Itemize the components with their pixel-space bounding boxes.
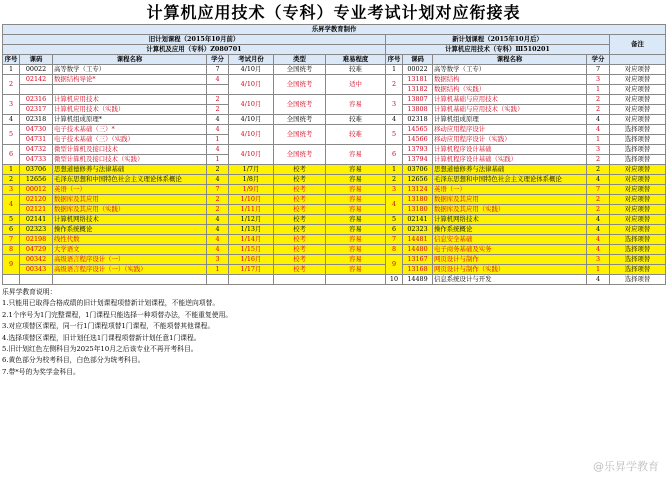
table-row (3, 95, 666, 105)
cell-name: 线性代数 (53, 235, 207, 245)
old-plan-subheader: 计算机及应用（专科）Z080701 (3, 45, 386, 55)
cell-month: 1/10月 (229, 195, 274, 205)
cell-new-credit: 3 (587, 255, 610, 265)
cell-remark: 选择项替 (610, 265, 666, 275)
note-item: 6.黄色部分为校考科目，白色部分为统考科目。 (2, 356, 145, 365)
cell-remark: 对应项替 (610, 185, 666, 195)
cell-credit: 4 (207, 225, 229, 235)
cell-name: 高级语言程序设计（一） (53, 255, 207, 265)
table-row (3, 145, 666, 155)
cell-seq: 6 (3, 225, 20, 235)
cell-type: 校考 (274, 175, 326, 185)
cell-code: 02120 (20, 195, 53, 205)
col-seq: 序号 (3, 55, 20, 65)
cell-credit: 1 (207, 155, 229, 165)
cell-new-credit: 3 (587, 145, 610, 155)
cell-new-seq: 3 (386, 185, 403, 195)
note-item: 4.选择项替区课程，旧计划任选1门课程项替新计划任意1门课程。 (2, 333, 201, 342)
cell-type (274, 275, 326, 285)
cell-month: 1/14月 (229, 235, 274, 245)
note-item: 2.1个序号为1门完整课程，1门课程只能选择一种项替办法，不能重复使用。 (2, 310, 233, 319)
cell-remark: 对应项替 (610, 165, 666, 175)
note-item: 3.对应项替区课程，同一行1门课程项替1门课程，不能项替其他课程。 (2, 322, 215, 331)
cell-code: 00343 (20, 265, 53, 275)
cell-month: 4/10月 (229, 95, 274, 115)
cell-type: 全国统考 (274, 115, 326, 125)
cell-type: 校考 (274, 235, 326, 245)
cell-new-code: 13808 (403, 105, 433, 115)
cell-name: 数据结构导论* (53, 75, 207, 85)
note-item: 7.带*号的为奖学金科目。 (2, 367, 80, 376)
cell-seq: 3 (3, 95, 20, 115)
cell-month: 1/9月 (229, 185, 274, 195)
table-row (3, 215, 666, 225)
note-item: 5.旧计划红色左侧科目为2025年10月之后该专业不再开考科目。 (2, 345, 198, 354)
cell-month: 1/17月 (229, 265, 274, 275)
cell-new-name: 电子商务基础及实务 (433, 245, 587, 255)
cell-name: 高级语言程序设计（一）（实践） (53, 265, 207, 275)
cell-new-seq: 10 (386, 275, 403, 285)
cell-new-name: 网页设计与制作 (433, 255, 587, 265)
cell-new-credit: 4 (587, 225, 610, 235)
cell-new-seq: 4 (386, 115, 403, 125)
cell-difficulty: 容易 (326, 265, 386, 275)
cell-month: 1/8月 (229, 175, 274, 185)
cell-code: 12656 (20, 175, 53, 185)
col-difficulty: 难易程度 (326, 55, 386, 65)
cell-code: 02198 (20, 235, 53, 245)
cell-new-code: 14489 (403, 275, 433, 285)
cell-new-code: 14480 (403, 245, 433, 255)
cell-new-seq: 5 (386, 215, 403, 225)
cell-credit: 4 (207, 175, 229, 185)
cell-month: 4/10月 (229, 125, 274, 145)
cell-new-credit: 2 (587, 155, 610, 165)
cell-credit: 4 (207, 235, 229, 245)
cell-code: 04733 (20, 155, 53, 165)
cell-difficulty: 较难 (326, 115, 386, 125)
cell-new-code: 14565 (403, 125, 433, 135)
cell-new-seq: 2 (386, 75, 403, 95)
cell-new-credit: 1 (587, 265, 610, 275)
cell-new-credit: 4 (587, 125, 610, 135)
cell-name: 英语（一） (53, 185, 207, 195)
cell-seq: 9 (3, 255, 20, 275)
cell-new-seq: 4 (386, 195, 403, 215)
cell-remark: 选择项替 (610, 135, 666, 145)
cell-type: 全国统考 (274, 95, 326, 115)
cell-remark: 对应项替 (610, 65, 666, 75)
cell-code: 03706 (20, 165, 53, 175)
cell-name: 思想道德修养与法律基础 (53, 165, 207, 175)
watermark: @乐昇学教育 (593, 460, 659, 473)
cell-remark: 对应项替 (610, 195, 666, 205)
cell-seq: 4 (3, 195, 20, 215)
cell-month: 1/12月 (229, 215, 274, 225)
cell-new-code: 13794 (403, 155, 433, 165)
cell-new-name: 计算机基础与应用技术（实践） (433, 105, 587, 115)
cell-name: 计算机网络技术 (53, 215, 207, 225)
table-row (3, 265, 666, 275)
cell-new-name: 移动应用程序设计 (433, 125, 587, 135)
cell-difficulty: 容易 (326, 235, 386, 245)
cell-new-seq: 9 (386, 255, 403, 275)
cell-code: 02317 (20, 105, 53, 115)
note-item: 1.只能用已取得合格成绩的旧计划课程项替新计划课程，不能逆向项替。 (2, 299, 220, 308)
cell-new-credit: 1 (587, 85, 610, 95)
cell-credit: 2 (207, 205, 229, 215)
cell-new-credit: 7 (587, 185, 610, 195)
cell-name: 数据库及其应用 (53, 195, 207, 205)
table-row (3, 65, 666, 75)
cell-new-name: 操作系统概论 (433, 225, 587, 235)
cell-code: 04732 (20, 145, 53, 155)
table-row (3, 165, 666, 175)
cell-new-seq: 3 (386, 95, 403, 115)
new-plan-subheader: 计算机应用技术（专科）Ⅲ510201 (386, 45, 610, 55)
cell-new-credit: 7 (587, 65, 610, 75)
cell-new-credit: 4 (587, 275, 610, 285)
page-title: 计算机应用技术（专科）专业考试计划对应衔接表 (146, 3, 521, 22)
cell-difficulty: 容易 (326, 145, 386, 165)
cell-remark: 对应项替 (610, 75, 666, 85)
cell-seq: 1 (3, 165, 20, 175)
cell-credit (207, 85, 229, 95)
cell-difficulty: 容易 (326, 245, 386, 255)
cell-new-credit: 4 (587, 175, 610, 185)
cell-remark: 选择项替 (610, 255, 666, 265)
col-new-name: 课程名称 (433, 55, 587, 65)
remark-header: 备注 (610, 35, 666, 55)
cell-credit: 4 (207, 215, 229, 225)
cell-new-code: 13167 (403, 255, 433, 265)
cell-code: 00342 (20, 255, 53, 265)
col-name: 课程名称 (53, 55, 207, 65)
cell-code (20, 85, 53, 95)
cell-new-name: 英语（一） (433, 185, 587, 195)
cell-credit: 2 (207, 95, 229, 105)
cell-seq: 4 (3, 115, 20, 125)
cell-code (20, 275, 53, 285)
cell-type: 校考 (274, 205, 326, 215)
notes-title: 乐昇学教育说明： (2, 288, 57, 296)
cell-remark: 对应项替 (610, 105, 666, 115)
cell-code: 02316 (20, 95, 53, 105)
new-plan-header: 新计划课程（2015年10月后） (386, 35, 610, 45)
cell-remark: 选择项替 (610, 235, 666, 245)
cell-seq: 2 (3, 175, 20, 185)
cell-difficulty: 容易 (326, 195, 386, 205)
cell-remark: 对应项替 (610, 225, 666, 235)
cell-credit: 4 (207, 245, 229, 255)
cell-type: 校考 (274, 265, 326, 275)
table-row (3, 115, 666, 125)
cell-difficulty (326, 275, 386, 285)
notes (2, 287, 665, 378)
cell-seq: 2 (3, 75, 20, 95)
cell-new-seq: 6 (386, 145, 403, 165)
cell-seq: 5 (3, 215, 20, 225)
cell-code: 00022 (20, 65, 53, 75)
table-row (3, 75, 666, 85)
column-header-row (3, 55, 666, 65)
cell-type: 校考 (274, 185, 326, 195)
cell-type: 全国统考 (274, 65, 326, 75)
cell-month: 4/10月 (229, 75, 274, 95)
cell-seq: 1 (3, 65, 20, 75)
cell-difficulty: 容易 (326, 205, 386, 215)
cell-new-name: 计算机程序设计基础 (433, 145, 587, 155)
cell-name: 电子技术基础（三）（实践） (53, 135, 207, 145)
cell-type: 全国统考 (274, 75, 326, 95)
cell-new-credit: 4 (587, 245, 610, 255)
table-row (3, 125, 666, 135)
cell-credit: 3 (207, 255, 229, 265)
cell-name: 计算机组成原理* (53, 115, 207, 125)
col-new-code: 课码 (403, 55, 433, 65)
cell-credit: 2 (207, 195, 229, 205)
cell-new-code: 13168 (403, 265, 433, 275)
cell-type: 校考 (274, 165, 326, 175)
col-new-seq: 序号 (386, 55, 403, 65)
cell-type: 校考 (274, 255, 326, 265)
cell-month: 1/7月 (229, 165, 274, 175)
cell-seq: 7 (3, 235, 20, 245)
cell-month: 1/16月 (229, 255, 274, 265)
cell-month: 1/15月 (229, 245, 274, 255)
cell-new-credit: 1 (587, 135, 610, 145)
cell-type: 校考 (274, 195, 326, 205)
cell-remark: 对应项替 (610, 115, 666, 125)
cell-name: 大学语文 (53, 245, 207, 255)
col-type: 类型 (274, 55, 326, 65)
cell-credit: 7 (207, 65, 229, 75)
cell-month: 4/10月 (229, 145, 274, 165)
cell-type: 校考 (274, 245, 326, 255)
cell-remark: 对应项替 (610, 205, 666, 215)
cell-new-name: 计算机基础与应用技术 (433, 95, 587, 105)
cell-type: 校考 (274, 215, 326, 225)
table-row (3, 195, 666, 205)
cell-new-code: 14566 (403, 135, 433, 145)
table-row (3, 175, 666, 185)
cell-new-credit: 2 (587, 95, 610, 105)
cell-code: 02323 (20, 225, 53, 235)
cell-new-name: 计算机程序设计基础（实践） (433, 155, 587, 165)
cell-code: 00012 (20, 185, 53, 195)
table-row (3, 255, 666, 265)
cell-seq: 8 (3, 245, 20, 255)
cell-month: 1/11月 (229, 205, 274, 215)
cell-new-name: 数据库及其应用 (433, 195, 587, 205)
course-mapping-table (2, 24, 666, 285)
cell-new-code: 03706 (403, 165, 433, 175)
cell-difficulty: 容易 (326, 175, 386, 185)
cell-credit: 1 (207, 135, 229, 145)
cell-remark: 对应项替 (610, 215, 666, 225)
cell-new-seq: 5 (386, 125, 403, 145)
cell-difficulty: 容易 (326, 255, 386, 265)
cell-new-name: 数据结构 (433, 75, 587, 85)
cell-remark: 选择项替 (610, 145, 666, 155)
cell-new-seq: 6 (386, 225, 403, 235)
cell-new-code: 13180 (403, 195, 433, 205)
cell-new-credit: 3 (587, 75, 610, 85)
cell-credit: 4 (207, 75, 229, 85)
cell-remark: 对应项替 (610, 95, 666, 105)
cell-new-code: 13807 (403, 95, 433, 105)
cell-new-seq: 1 (386, 65, 403, 75)
col-code: 课码 (20, 55, 53, 65)
col-credit: 学分 (207, 55, 229, 65)
cell-difficulty: 容易 (326, 165, 386, 175)
cell-credit: 4 (207, 145, 229, 155)
cell-remark: 选择项替 (610, 275, 666, 285)
cell-remark: 对应项替 (610, 175, 666, 185)
cell-new-credit: 4 (587, 115, 610, 125)
cell-new-code: 02323 (403, 225, 433, 235)
cell-new-name: 思想道德修养与法律基础 (433, 165, 587, 175)
cell-new-name: 移动应用程序设计（实践） (433, 135, 587, 145)
cell-difficulty: 容易 (326, 215, 386, 225)
cell-name: 操作系统概论 (53, 225, 207, 235)
cell-seq (3, 275, 20, 285)
cell-month: 4/10月 (229, 115, 274, 125)
cell-new-seq: 1 (386, 165, 403, 175)
cell-credit (207, 275, 229, 285)
cell-new-name: 信息安全基础 (433, 235, 587, 245)
cell-remark: 选择项替 (610, 125, 666, 135)
cell-new-credit: 2 (587, 205, 610, 215)
cell-difficulty: 适中 (326, 75, 386, 95)
cell-remark: 选择项替 (610, 245, 666, 255)
cell-credit: 4 (207, 115, 229, 125)
cell-name: 数据库及其应用（实践） (53, 205, 207, 215)
cell-name: 微型计算机及接口技术 (53, 145, 207, 155)
cell-seq: 5 (3, 125, 20, 145)
cell-credit: 2 (207, 105, 229, 115)
cell-new-name: 毛泽东思想和中国特色社会主义理论体系概论 (433, 175, 587, 185)
table-row (3, 245, 666, 255)
cell-name: 计算机应用技术 (53, 95, 207, 105)
cell-new-credit: 2 (587, 105, 610, 115)
old-plan-header: 旧计划课程（2015年10月前） (3, 35, 386, 45)
cell-difficulty: 较难 (326, 65, 386, 75)
col-new-credit: 学分 (587, 55, 610, 65)
cell-month: 1/13月 (229, 225, 274, 235)
table-row (3, 185, 666, 195)
cell-new-code: 13793 (403, 145, 433, 155)
cell-code: 04729 (20, 245, 53, 255)
cell-credit: 1 (207, 265, 229, 275)
cell-type: 校考 (274, 225, 326, 235)
cell-new-code: 13124 (403, 185, 433, 195)
cell-new-name: 高等数学（工专） (433, 65, 587, 75)
cell-month: 4/10月 (229, 65, 274, 75)
cell-remark: 对应项替 (610, 85, 666, 95)
cell-new-seq: 7 (386, 235, 403, 245)
cell-name: 微型计算机及接口技术（实践） (53, 155, 207, 165)
cell-code: 04731 (20, 135, 53, 145)
cell-seq: 6 (3, 145, 20, 165)
cell-credit: 7 (207, 185, 229, 195)
cell-new-name: 计算机网络技术 (433, 215, 587, 225)
cell-new-name: 网页设计与制作（实践） (433, 265, 587, 275)
cell-new-seq: 2 (386, 175, 403, 185)
cell-code: 02142 (20, 75, 53, 85)
cell-name: 高等数学（工专） (53, 65, 207, 75)
cell-new-credit: 2 (587, 195, 610, 205)
table-row (3, 225, 666, 235)
table-row (3, 275, 666, 285)
cell-name (53, 275, 207, 285)
cell-new-name: 数据库及其应用（实践） (433, 205, 587, 215)
cell-new-code: 02141 (403, 215, 433, 225)
cell-credit: 2 (207, 165, 229, 175)
cell-new-name: 计算机组成原理 (433, 115, 587, 125)
cell-difficulty: 容易 (326, 95, 386, 115)
col-month: 考试月份 (229, 55, 274, 65)
cell-difficulty: 容易 (326, 185, 386, 195)
cell-new-name: 数据结构（实践） (433, 85, 587, 95)
cell-name: 毛泽东思想和中国特色社会主义理论体系概论 (53, 175, 207, 185)
cell-credit: 4 (207, 125, 229, 135)
cell-name: 电子技术基础（三）* (53, 125, 207, 135)
cell-month (229, 275, 274, 285)
cell-code: 04730 (20, 125, 53, 135)
org-banner: 乐昇学教育制作 (3, 25, 666, 35)
cell-difficulty: 较难 (326, 125, 386, 145)
cell-new-code: 02318 (403, 115, 433, 125)
cell-difficulty: 容易 (326, 225, 386, 235)
cell-type: 全国统考 (274, 125, 326, 145)
cell-new-code: 00022 (403, 65, 433, 75)
cell-new-code: 13182 (403, 85, 433, 95)
cell-code: 02318 (20, 115, 53, 125)
cell-new-code: 12656 (403, 175, 433, 185)
cell-name (53, 85, 207, 95)
cell-new-name: 信息系统设计与开发 (433, 275, 587, 285)
cell-type: 全国统考 (274, 145, 326, 165)
cell-new-credit: 2 (587, 165, 610, 175)
cell-new-code: 13180 (403, 205, 433, 215)
table-row (3, 235, 666, 245)
cell-code: 02141 (20, 215, 53, 225)
cell-code: 02121 (20, 205, 53, 215)
cell-new-code: 13181 (403, 75, 433, 85)
cell-name: 计算机应用技术（实践） (53, 105, 207, 115)
cell-new-code: 14481 (403, 235, 433, 245)
table-row (3, 205, 666, 215)
cell-new-credit: 4 (587, 215, 610, 225)
cell-new-seq: 8 (386, 245, 403, 255)
cell-remark: 选择项替 (610, 155, 666, 165)
cell-seq: 3 (3, 185, 20, 195)
cell-new-credit: 4 (587, 235, 610, 245)
